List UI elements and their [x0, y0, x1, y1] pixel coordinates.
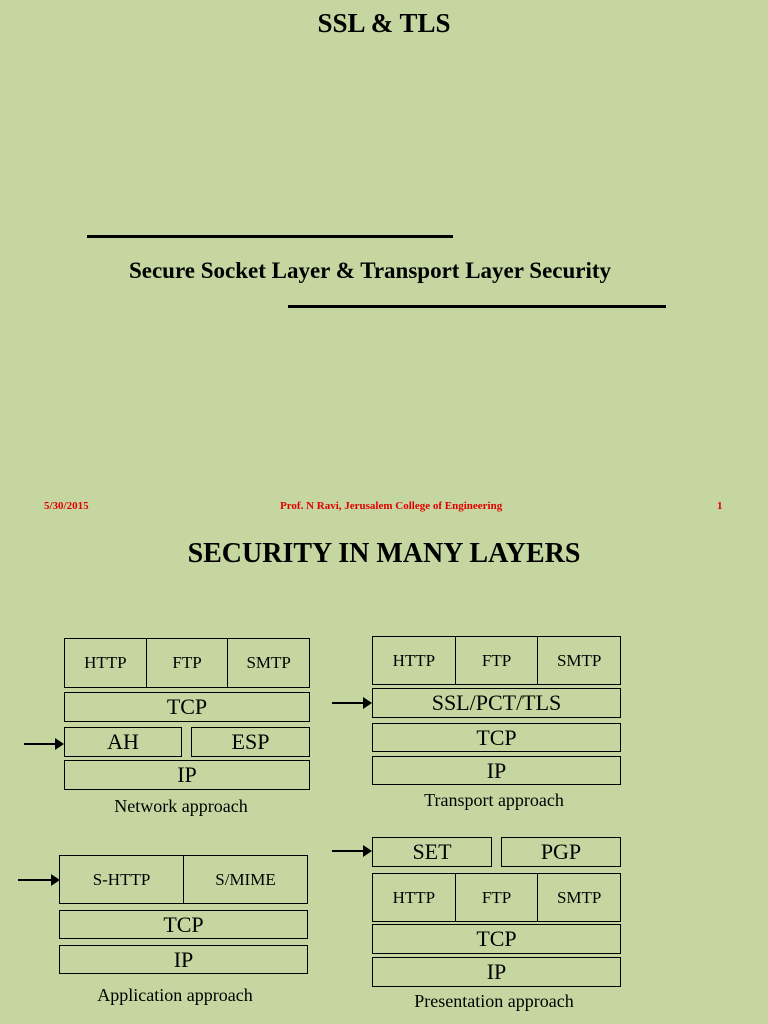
slide1-title: SSL & TLS [317, 8, 451, 38]
presentation-arrow-icon [332, 850, 370, 852]
transport-tcp-box: TCP [372, 723, 621, 752]
network-http-cell: HTTP [65, 639, 147, 687]
presentation-http-cell: HTTP [373, 874, 456, 921]
transport-smtp-cell: SMTP [556, 650, 602, 670]
transport-ssl-box: SSL/PCT/TLS [372, 688, 621, 718]
slide2-title: SECURITY IN MANY LAYERS [187, 538, 581, 569]
presentation-pgp-box: PGP [501, 837, 621, 867]
application-arrow-icon [18, 879, 58, 881]
footer-author: Prof. N Ravi, Jerusalem College of Engineering [280, 500, 503, 512]
slide1-subtitle: Secure Socket Layer & Transport Layer Security [128, 258, 612, 283]
transport-ftp-cell: FTP [456, 637, 539, 684]
transport-app-row [372, 636, 621, 685]
application-tcp-box: TCP [59, 910, 308, 939]
transport-http-cell: HTTP [373, 637, 456, 684]
bottom-rule [288, 305, 666, 308]
network-caption: Network approach [114, 796, 248, 816]
presentation-app-row [372, 873, 621, 922]
network-smtp-cell: SMTP [246, 653, 291, 672]
top-rule [87, 235, 453, 238]
application-smime-cell: S/MIME [215, 869, 276, 889]
presentation-ftp-cell: FTP [456, 874, 539, 921]
network-app-row [64, 638, 310, 688]
network-esp-box: ESP [191, 727, 310, 757]
network-tcp-box: TCP [64, 692, 310, 722]
application-caption: Application approach [97, 985, 253, 1005]
transport-caption: Transport approach [424, 790, 564, 810]
network-ah-box: AH [64, 727, 182, 757]
application-shttp-cell: S-HTTP [60, 856, 184, 903]
transport-ip-box: IP [372, 756, 621, 785]
network-arrow-icon [24, 743, 62, 745]
application-ip-box: IP [59, 945, 308, 974]
network-ip-box: IP [64, 760, 310, 790]
presentation-set-box: SET [372, 837, 492, 867]
transport-arrow-icon [332, 702, 370, 704]
presentation-smtp-cell: SMTP [556, 887, 602, 907]
presentation-ip-box: IP [372, 957, 621, 987]
presentation-caption: Presentation approach [414, 991, 574, 1011]
application-top-row [59, 855, 308, 904]
presentation-tcp-box: TCP [372, 924, 621, 954]
network-ftp-cell: FTP [147, 639, 229, 687]
footer-date: 5/30/2015 [44, 500, 89, 512]
footer-page-number: 1 [717, 500, 723, 512]
